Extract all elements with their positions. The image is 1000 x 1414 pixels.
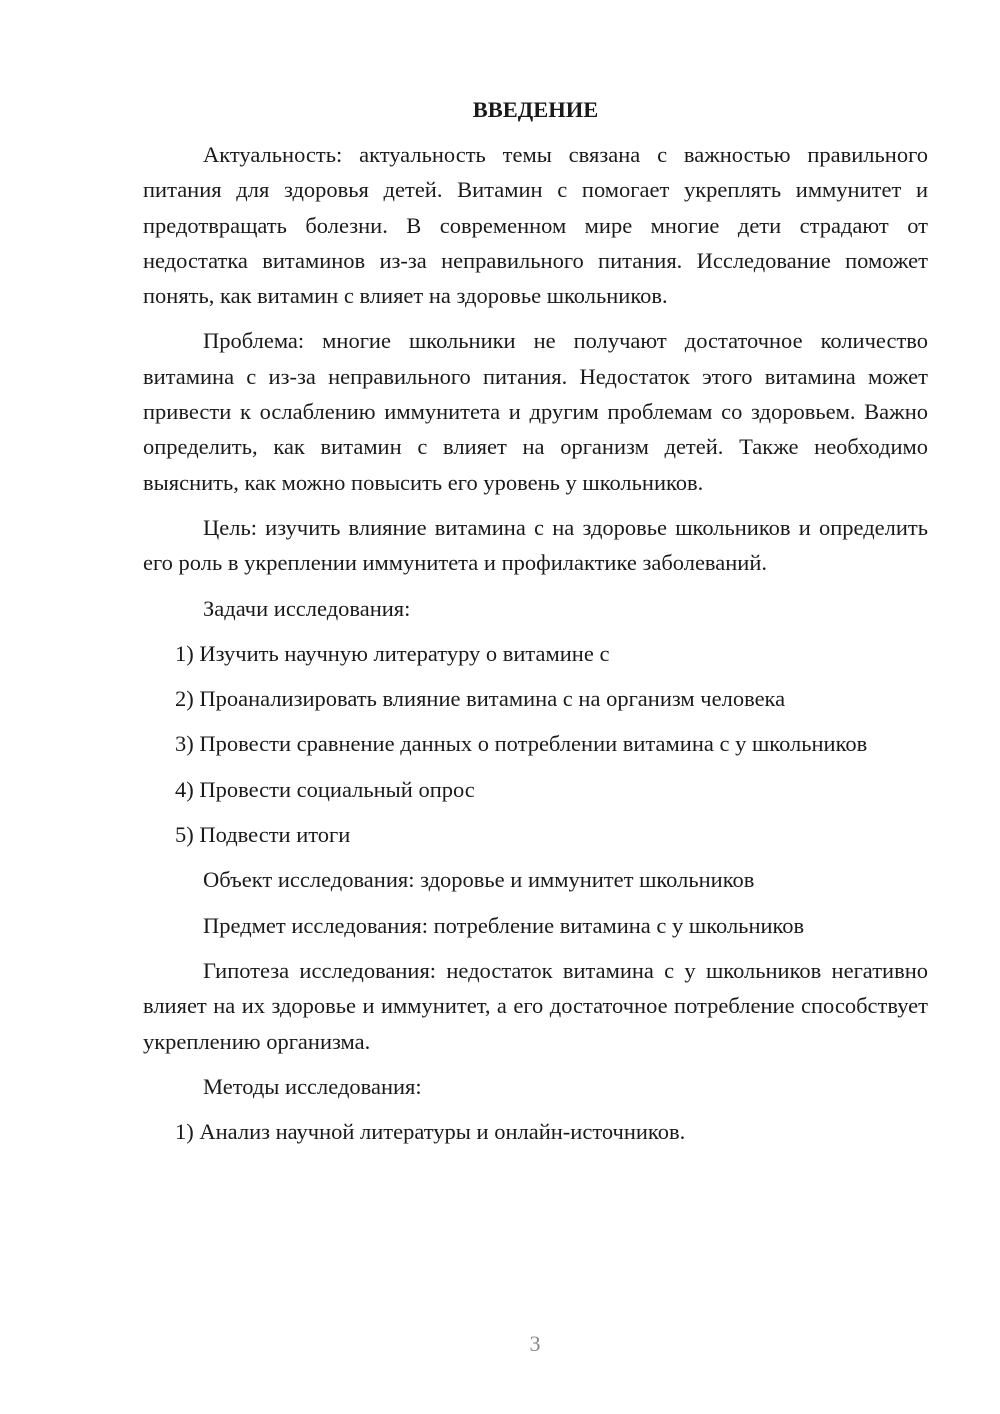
object-paragraph: Объект исследования: здоровье и иммунитет школьников <box>203 867 755 893</box>
page-number: 3 <box>529 1331 541 1356</box>
task-item: 4) Провести социальный опрос <box>175 776 475 802</box>
method-item: 1) Анализ научной литературы и онлайн-источников. <box>175 1119 686 1145</box>
section-title: ВВЕДЕНИЕ <box>472 97 599 122</box>
methods-heading: Методы исследования: <box>203 1073 422 1099</box>
task-item: 5) Подвести итоги <box>175 822 351 848</box>
tasks-heading: Задачи исследования: <box>203 595 411 621</box>
task-item: 2) Проанализировать влияние витамина с на организм человека <box>175 686 786 712</box>
problem-paragraph: Проблема: многие школьники не получают достаточное количество витамина с из-за неправильного питания. Недостаток этого витамина может привести к ослаблению иммунитета и другим проблемам со здоровьем. Важно определить, как витамин с влияет на организм детей. Также необходимо выяснить, как можно повысить его уровень у школьников. <box>143 328 928 495</box>
goal-paragraph: Цель: изучить влияние витамина с на здоровье школьников и определить его роль в укреплении иммунитета и профилактике заболеваний. <box>143 514 928 576</box>
task-item: 1) Изучить научную литературу о витамине с <box>175 640 610 666</box>
page-content <box>143 93 928 1159</box>
relevance-paragraph: Актуальность: актуальность темы связана с важностью правильного питания для здоровья детей. Витамин с помогает укреплять иммунитет и предотвращать болезни. В современном мире многие дети страдают от недостатка витаминов из-за неправильного питания. Исследование поможет понять, как витамин с влияет на здоровье школьников. <box>143 142 928 309</box>
hypothesis-paragraph: Гипотеза исследования: недостаток витамина с у школьников негативно влияет на их здоровье и иммунитет, а его достаточное потребление способствует укреплению организма. <box>143 957 928 1054</box>
subject-paragraph: Предмет исследования: потребление витамина с у школьников <box>203 912 805 938</box>
task-item: 3) Провести сравнение данных о потреблении витамина с у школьников <box>175 731 868 757</box>
